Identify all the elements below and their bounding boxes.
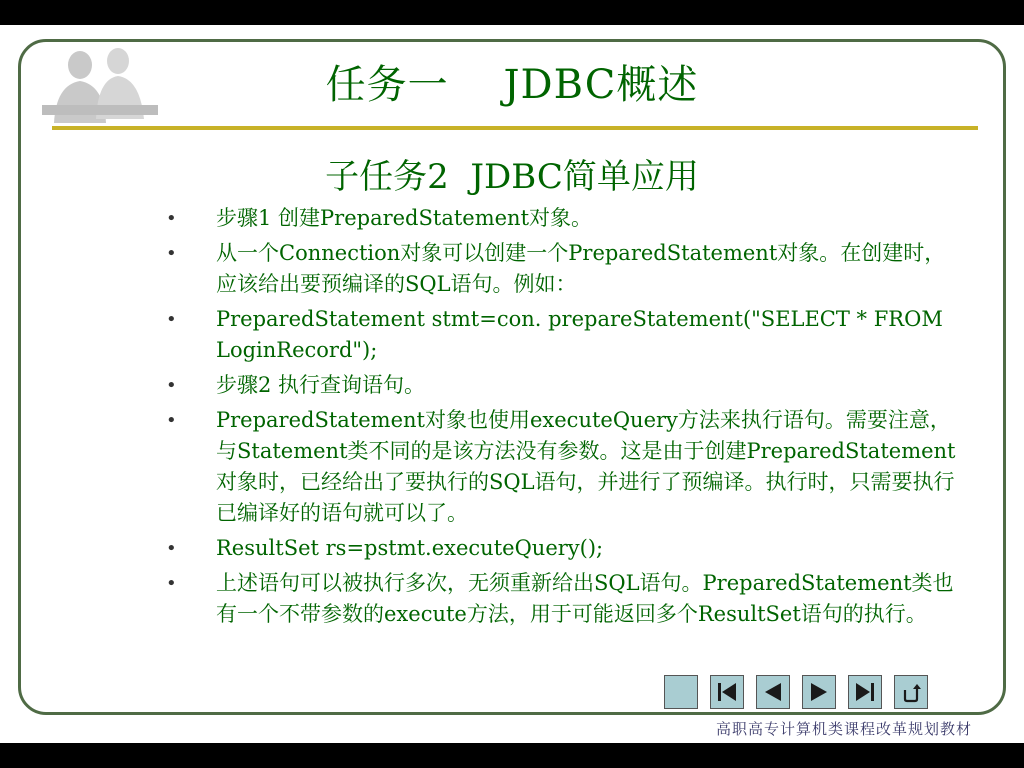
skip-first-icon xyxy=(715,680,739,704)
list-item xyxy=(160,238,960,300)
next-slide-button[interactable] xyxy=(802,675,836,709)
list-item-text: PreparedStatement对象也使用executeQuery方法来执行语句。需要注意，与Statement类不同的是该方法没有参数。这是由于创建PreparedStatement对象时，已经给出了要执行的SQL语句，并进行了预编译。执行时，只需要执行已编译好的语句就可以了。 xyxy=(216,408,956,525)
slide-navigation xyxy=(664,675,928,709)
bullet-marker: • xyxy=(166,573,177,594)
list-item xyxy=(160,203,960,234)
page-title: 任务一 JDBC概述 xyxy=(325,62,699,108)
last-slide-button[interactable] xyxy=(848,675,882,709)
bullet-marker: • xyxy=(166,410,177,431)
skip-last-icon xyxy=(853,680,877,704)
bullet-list xyxy=(160,203,960,634)
slide xyxy=(0,25,1024,743)
list-item xyxy=(160,405,960,529)
list-item-text: PreparedStatement stmt=con. prepareStatement("SELECT * FROM LoginRecord"); xyxy=(216,307,943,362)
footer-caption: 高职高专计算机类课程改革规划教材 xyxy=(715,720,972,738)
play-forward-icon xyxy=(807,680,831,704)
list-item-text: ResultSet rs=pstmt.executeQuery(); xyxy=(216,536,604,560)
list-item xyxy=(160,304,960,366)
page-subtitle: 子任务2 JDBC简单应用 xyxy=(325,157,699,197)
list-item-text: 从一个Connection对象可以创建一个PreparedStatement对象。在创建时，应该给出要预编译的SQL语句。例如： xyxy=(216,241,946,296)
bullet-marker: • xyxy=(166,375,177,396)
return-button[interactable] xyxy=(894,675,928,709)
list-item-text: 步骤2 执行查询语句。 xyxy=(216,373,426,397)
first-slide-button[interactable] xyxy=(710,675,744,709)
bullet-marker: • xyxy=(166,309,177,330)
home-button[interactable] xyxy=(664,675,698,709)
previous-slide-button[interactable] xyxy=(756,675,790,709)
play-back-icon xyxy=(761,680,785,704)
bullet-marker: • xyxy=(166,243,177,264)
bullet-marker: • xyxy=(166,538,177,559)
bullet-marker: • xyxy=(166,208,177,229)
return-arrow-icon xyxy=(899,680,923,704)
list-item xyxy=(160,533,960,564)
list-item xyxy=(160,568,960,630)
list-item-text: 上述语句可以被执行多次，无须重新给出SQL语句。PreparedStatement类也有一个不带参数的execute方法，用于可能返回多个ResultSet语句的执行。 xyxy=(216,571,954,626)
list-item xyxy=(160,370,960,401)
title-divider xyxy=(52,126,978,130)
list-item-text: 步骤1 创建PreparedStatement对象。 xyxy=(216,206,593,230)
